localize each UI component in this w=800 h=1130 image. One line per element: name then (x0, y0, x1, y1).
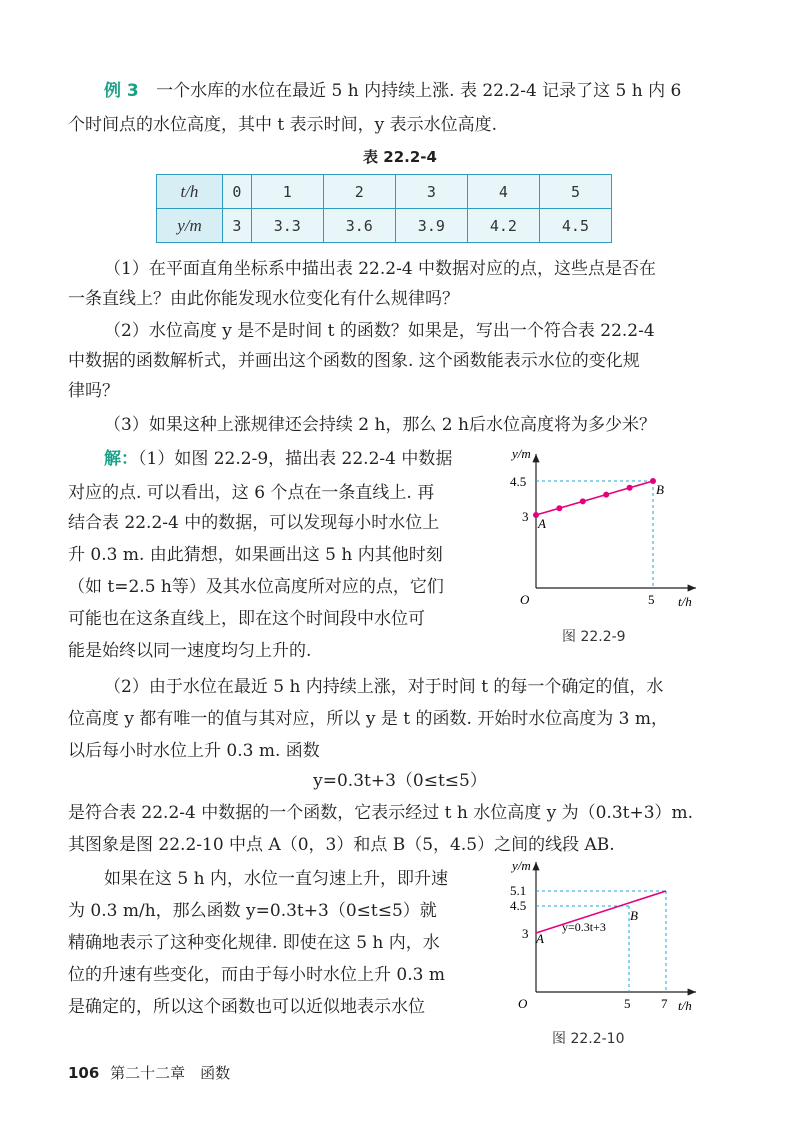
y-axis-label: y/m (512, 858, 531, 873)
solution-1-line-6: 可能也在这条直线上，即在这个时间段中水位可 (68, 609, 425, 629)
tick-x-7: 7 (661, 996, 668, 1011)
table-cell: 0 (222, 175, 251, 209)
example-label: 例 3 (104, 81, 139, 101)
data-point (580, 498, 586, 504)
question-1-line-2: 一条直线上？由此你能发现水位变化有什么规律吗？ (68, 289, 459, 309)
tick-y-high: 4.5 (510, 898, 527, 913)
paragraph-3-line-2: 为 0.3 m/h，那么函数 y=0.3t+3（0≤t≤5）就 (68, 901, 437, 921)
solution-2-line-5: 其图象是图 22.2-10 中点 A（0，3）和点 B（5，4.5）之间的线段 AB. (68, 835, 615, 855)
figure-caption-1: 图 22.2-9 (562, 629, 626, 645)
data-point (603, 492, 609, 498)
data-table (156, 174, 612, 243)
tick-y-high: 4.5 (510, 474, 527, 489)
solution-2-line-2: 位高度 y 都有唯一的值与其对应，所以 y 是 t 的函数. 开始时水位高度为 3 m， (68, 709, 669, 729)
solution-1-line-5: （如 t=2.5 h等）及其水位高度所对应的点，它们 (68, 577, 444, 597)
data-point (627, 485, 633, 491)
table-cell: 5 (539, 175, 611, 209)
table-cell: 3 (222, 209, 251, 243)
point-a-label: A (538, 516, 546, 531)
tick-y-top: 5.1 (510, 883, 527, 898)
origin-label: O (518, 996, 528, 1011)
example-text-1: 一个水库的水位在最近 5 h 内持续上涨. 表 22.2-4 记录了这 5 h 内 6 (156, 81, 682, 101)
solution-1-line-3: 结合表 22.2-4 中的数据，可以发现每小时水位上 (68, 513, 440, 533)
y-axis-label: y/m (512, 448, 531, 461)
table-cell: 4.2 (467, 209, 539, 243)
page-number: 106 (68, 1064, 100, 1082)
x-axis-label: t/h (678, 594, 692, 609)
point-a-label: A (536, 931, 544, 946)
point-b-label: B (630, 908, 638, 923)
question-3-line-1: （3）如果这种上涨规律还会持续 2 h，那么 2 h后水位高度将为多少米？ (104, 415, 656, 435)
data-point (556, 505, 562, 511)
solution-1-line-2: 对应的点. 可以看出，这 6 个点在一条直线上. 再 (68, 483, 435, 503)
solution-1-line-1 (104, 444, 452, 469)
solution-2-line-4: 是符合表 22.2-4 中数据的一个函数，它表示经过 t h 水位高度 y 为（0.3t+3）m. (68, 803, 694, 823)
solution-1-line-4: 升 0.3 m. 由此猜想，如果画出这 5 h 内其他时刻 (68, 545, 443, 565)
example-intro-line-2: 个时间点的水位高度，其中 t 表示时间，y 表示水位高度. (68, 115, 498, 135)
figure-22-2-10 (500, 856, 710, 1016)
table-cell: 1 (251, 175, 323, 209)
table-caption: 表 22.2-4 (363, 148, 437, 166)
question-2-line-2: 中数据的函数解析式，并画出这个函数的图象. 这个函数能表示水位的变化规 (68, 351, 640, 371)
paragraph-3-line-4: 位的升速有些变化，而由于每小时水位上升 0.3 m (68, 965, 445, 985)
chapter-title: 第二十二章 函数 (110, 1064, 231, 1082)
example-intro-line-1 (104, 76, 681, 101)
table-row (157, 209, 612, 243)
origin-label: O (520, 592, 530, 607)
x-axis-label: t/h (678, 998, 692, 1013)
table-cell: 3 (395, 175, 467, 209)
tick-y-low: 3 (522, 926, 529, 941)
question-1-line-1: （1）在平面直角坐标系中描出表 22.2-4 中数据对应的点，这些点是否在 (104, 259, 657, 279)
figure-caption-2: 图 22.2-10 (552, 1031, 625, 1047)
solution-1-line-7: 能是始终以同一速度均匀上升的. (68, 641, 312, 661)
solution-1-text: （1）如图 22.2-9，描出表 22.2-4 中数据 (138, 449, 453, 469)
line-equation-label: y=0.3t+3 (562, 920, 606, 934)
table-cell: 3.3 (251, 209, 323, 243)
page-footer (68, 1062, 230, 1083)
table-cell: 3.6 (323, 209, 395, 243)
table-cell: 4 (467, 175, 539, 209)
paragraph-3-line-1: 如果在这 5 h 内，水位一直匀速上升，即升速 (104, 869, 448, 889)
solution-2-line-3: 以后每小时水位上升 0.3 m. 函数 (68, 741, 320, 761)
solution-2-line-1: （2）由于水位在最近 5 h 内持续上涨，对于时间 t 的每一个确定的值，水 (104, 677, 664, 697)
question-2-line-1: （2）水位高度 y 是不是时间 t 的函数？如果是，写出一个符合表 22.2-4 (104, 321, 655, 341)
tick-x: 5 (648, 592, 655, 607)
table-cell: 3.9 (395, 209, 467, 243)
table-header-y: y/m (157, 209, 223, 243)
paragraph-3-line-5: 是确定的，所以这个函数也可以近似地表示水位 (68, 997, 425, 1017)
table-cell: 2 (323, 175, 395, 209)
table-row (157, 175, 612, 209)
point-b-label: B (656, 482, 664, 497)
paragraph-3-line-3: 精确地表示了这种变化规律. 即使在这 5 h 内，水 (68, 933, 440, 953)
tick-y-low: 3 (522, 509, 529, 524)
tick-x-5: 5 (624, 996, 631, 1011)
solution-label: 解： (104, 449, 138, 469)
table-cell: 4.5 (539, 209, 611, 243)
table-header-t: t/h (157, 175, 223, 209)
formula: y=0.3t+3（0≤t≤5） (313, 771, 487, 791)
figure-22-2-9 (500, 448, 710, 618)
line-ab (536, 481, 653, 515)
question-2-line-3: 律吗？ (68, 381, 119, 401)
